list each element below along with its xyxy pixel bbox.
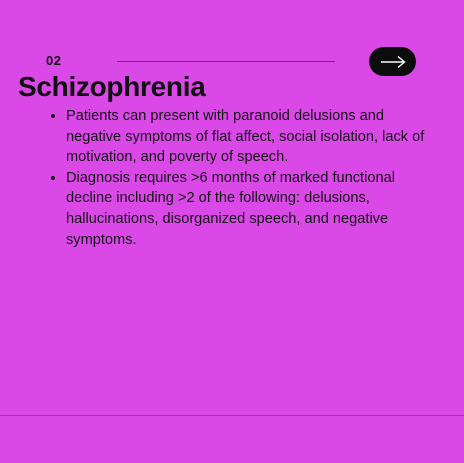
bullet-list bbox=[48, 106, 426, 250]
bullet-item: • Diagnosis requires >6 months of marked functional decline including >2 of the following: delusions, hallucinations, disorganized speech, and negative symptoms. bbox=[66, 168, 426, 250]
slide-number: 02 bbox=[46, 53, 62, 68]
next-button[interactable] bbox=[369, 47, 416, 76]
header-divider bbox=[117, 61, 335, 62]
page-title: Schizophrenia bbox=[18, 71, 206, 102]
footer-divider bbox=[0, 415, 464, 416]
arrow-right-icon bbox=[379, 55, 407, 69]
bullet-item: • Patients can present with paranoid delusions and negative symptoms of flat affect, social isolation, lack of motivation, and poverty of speech. bbox=[66, 106, 426, 168]
